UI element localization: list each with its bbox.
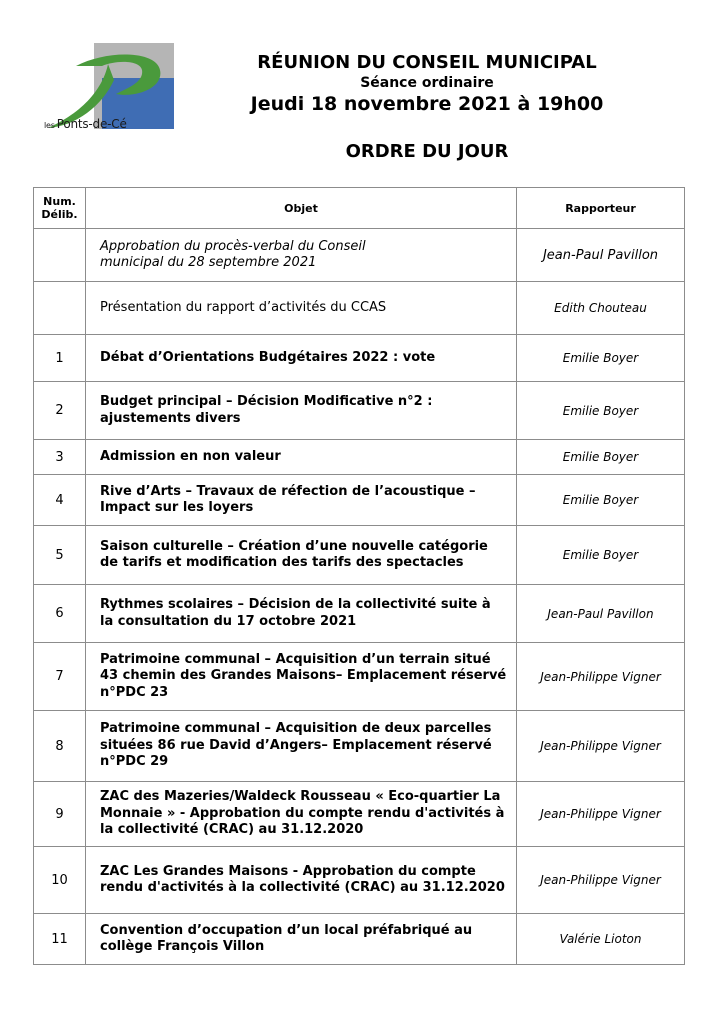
row-objet-text: Rive d’Arts – Travaux de réfection de l’acoustique – Impact sur les loyers — [100, 483, 476, 515]
row-rapporteur: Jean-Paul Pavillon — [517, 229, 685, 282]
meeting-title: RÉUNION DU CONSEIL MUNICIPAL — [257, 52, 597, 73]
row-objet — [86, 643, 517, 711]
row-rapporteur: Emilie Boyer — [517, 526, 685, 585]
row-objet — [86, 382, 517, 440]
table-row — [34, 711, 685, 782]
row-rapporteur: Jean-Philippe Vigner — [517, 782, 685, 847]
row-num: 4 — [34, 475, 86, 526]
row-objet — [86, 914, 517, 965]
logo-text — [44, 117, 127, 131]
row-rapporteur: Jean-Philippe Vigner — [517, 643, 685, 711]
agenda-title: ORDRE DU JOUR — [345, 141, 509, 162]
row-objet — [86, 585, 517, 643]
row-rapporteur: Emilie Boyer — [517, 475, 685, 526]
row-objet — [86, 282, 517, 335]
row-num: 8 — [34, 711, 86, 782]
table-row — [34, 526, 685, 585]
table-row — [34, 229, 685, 282]
row-rapporteur: Emilie Boyer — [517, 440, 685, 475]
table-row — [34, 847, 685, 914]
row-num — [34, 229, 86, 282]
row-objet-text: Budget principal – Décision Modificative n°2 : ajustements divers — [100, 394, 433, 426]
table-row — [34, 782, 685, 847]
row-objet-text: Admission en non valeur — [100, 448, 281, 464]
table-row — [34, 282, 685, 335]
table-row — [34, 914, 685, 965]
row-num: 9 — [34, 782, 86, 847]
row-objet — [86, 475, 517, 526]
meeting-date: Jeudi 18 novembre 2021 à 19h00 — [250, 93, 604, 115]
row-objet — [86, 335, 517, 382]
row-rapporteur: Jean-Philippe Vigner — [517, 847, 685, 914]
header-objet: Objet — [86, 188, 517, 229]
row-num: 2 — [34, 382, 86, 440]
row-num: 6 — [34, 585, 86, 643]
row-num: 7 — [34, 643, 86, 711]
row-rapporteur: Edith Chouteau — [517, 282, 685, 335]
row-objet — [86, 847, 517, 914]
row-objet — [86, 440, 517, 475]
row-rapporteur: Jean-Paul Pavillon — [517, 585, 685, 643]
row-rapporteur: Emilie Boyer — [517, 335, 685, 382]
row-objet-text: Convention d’occupation d’un local préfabriqué au collège François Villon — [100, 922, 473, 954]
header-num: Num. Délib. — [34, 188, 86, 229]
row-objet-text: Rythmes scolaires – Décision de la collectivité suite à la consultation du 17 octobre 2021 — [100, 597, 491, 629]
row-rapporteur: Valérie Lioton — [517, 914, 685, 965]
row-num: 1 — [34, 335, 86, 382]
table-header-row — [34, 188, 685, 229]
table-row — [34, 475, 685, 526]
row-num — [34, 282, 86, 335]
row-num: 3 — [34, 440, 86, 475]
row-objet — [86, 229, 517, 282]
row-objet — [86, 526, 517, 585]
agenda-table — [33, 187, 685, 965]
logo-name: Ponts-de-Cé — [56, 117, 127, 131]
row-objet-text: Saison culturelle – Création d’une nouvelle catégorie de tarifs et modification des tarifs des spectacles — [100, 538, 488, 570]
table-row — [34, 335, 685, 382]
logo-prefix: les — [44, 121, 55, 130]
row-rapporteur: Jean-Philippe Vigner — [517, 711, 685, 782]
row-objet-text: Approbation du procès-verbal du Conseil municipal du 28 septembre 2021 — [100, 238, 366, 270]
row-objet-text: Débat d’Orientations Budgétaires 2022 : vote — [100, 349, 436, 365]
table-row — [34, 382, 685, 440]
row-objet — [86, 782, 517, 847]
logo-letter: P — [36, 40, 37, 41]
row-objet-text: Présentation du rapport d’activités du CCAS — [100, 299, 387, 315]
row-objet-text: Patrimoine communal – Acquisition d’un terrain situé 43 chemin des Grandes Maisons– Emplacement réservé n°PDC 23 — [100, 651, 507, 700]
row-rapporteur: Emilie Boyer — [517, 382, 685, 440]
table-row — [34, 440, 685, 475]
table-row — [34, 585, 685, 643]
row-objet-text: Patrimoine communal – Acquisition de deux parcelles situées 86 rue David d’Angers– Emplacement réservé n°PDC 29 — [100, 721, 492, 770]
row-num: 11 — [34, 914, 86, 965]
row-num: 10 — [34, 847, 86, 914]
header-rapporteur: Rapporteur — [517, 188, 685, 229]
meeting-subtitle: Séance ordinaire — [360, 75, 494, 91]
table-row — [34, 643, 685, 711]
row-objet-text: ZAC Les Grandes Maisons - Approbation du compte rendu d'activités à la collectivité (CRAC) au 31.12.2020 — [100, 863, 505, 895]
row-num: 5 — [34, 526, 86, 585]
row-objet-text: ZAC des Mazeries/Waldeck Rousseau « Eco-quartier La Monnaie » - Approbation du compte rendu d'activités à la collectivité (CRAC) au 31.12.2020 — [100, 789, 505, 838]
row-objet — [86, 711, 517, 782]
